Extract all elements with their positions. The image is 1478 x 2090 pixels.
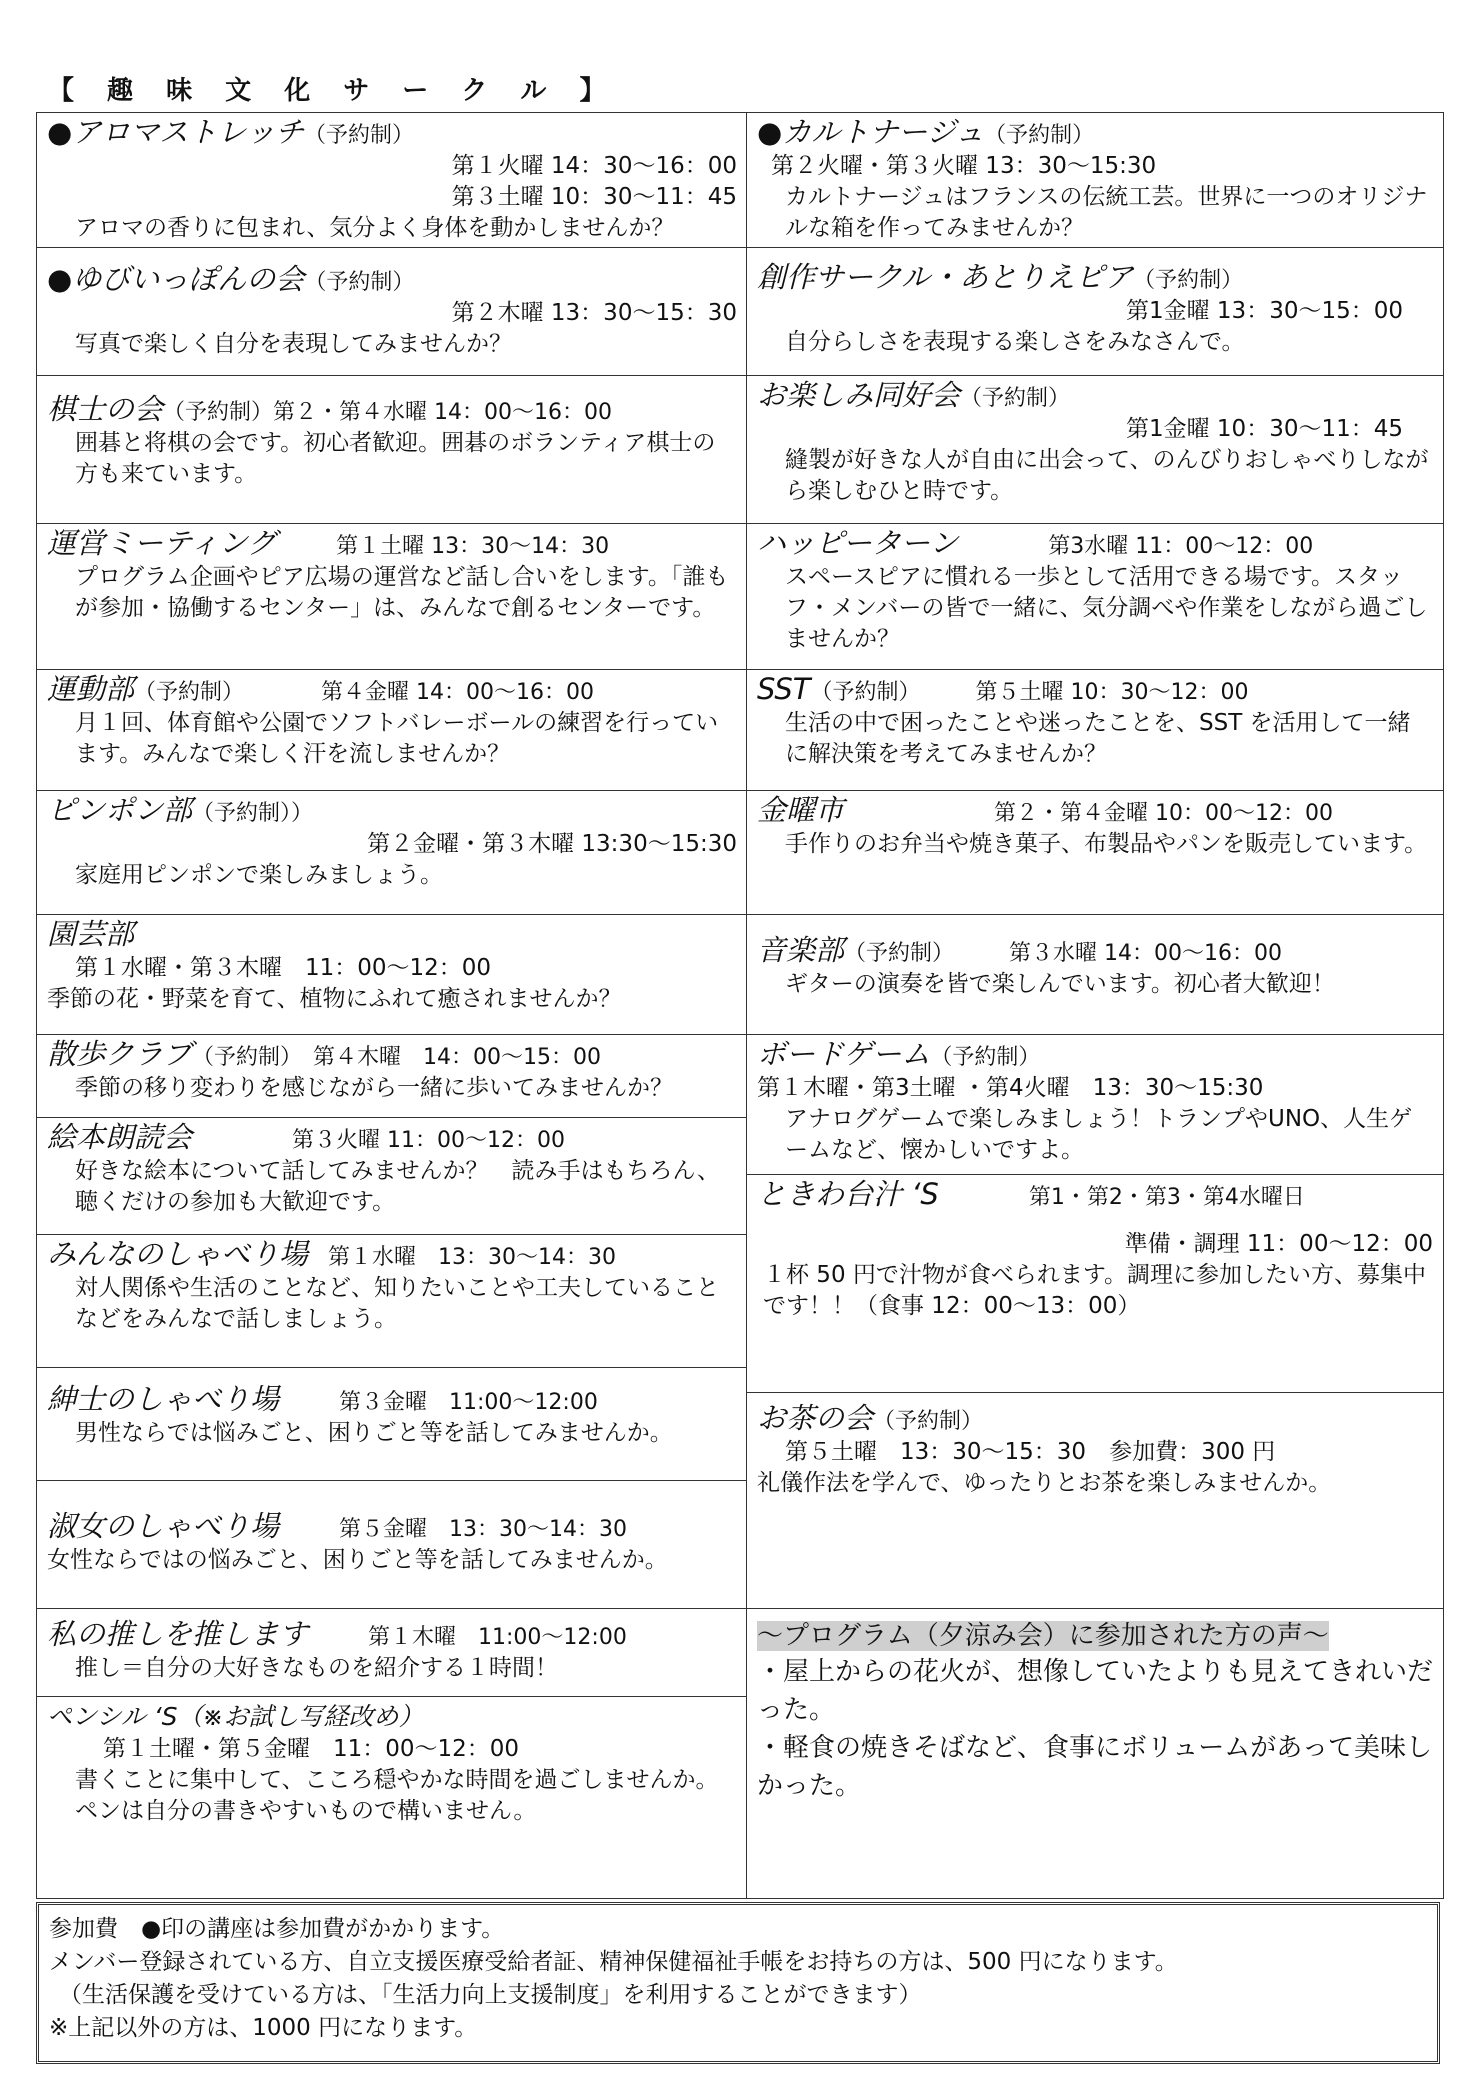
circle-note: 第３金曜 11:00〜12:00 [339,1390,598,1415]
circle-schedule: 第１水曜・第３木曜 11：00〜12：00 [75,955,492,981]
circle-description: 写真で楽しく自分を表現してみませんか？ [75,331,512,357]
circle-note: 第3水曜 11：00〜12：00 [1048,534,1314,559]
circle-yubi [37,248,747,376]
circle-schedule: 第２金曜・第３木曜 13:30〜15:30 [367,831,737,857]
circle-ocha-no-kai [747,1393,1443,1609]
circle-note: 第３火曜 11：00〜12：00 [292,1128,565,1153]
circle-title: ボードゲーム [757,1037,931,1071]
circle-title: ●アロマストレッチ [47,115,305,149]
circle-title: 棋士の会 [47,392,164,426]
circle-description: 月１回、体育館や公園でソフトバレーボールの練習を行っています。みんなで楽しく汗を流しませんか？ [75,710,719,767]
circle-note: （予約制） [960,386,1071,411]
circle-cartonnage [747,113,1443,248]
participant-voices [747,1609,1443,1898]
circle-description: カルトナージュはフランスの伝統工芸。世界に一つのオリジナルな箱を作ってみませんか？ [785,184,1428,241]
circle-minna-shaberiba [37,1235,747,1368]
circle-note: 第２・第４金曜 10：00〜12：00 [994,801,1333,826]
circle-description: 礼儀作法を学んで、ゆったりとお茶を楽しみませんか。 [757,1470,1332,1496]
circle-description: 対人関係や生活のことなど、知りたいことや工夫していることなどをみんなで話しましょう。 [75,1275,719,1332]
circle-pencil-s [37,1697,747,1898]
circle-schedule: 第３土曜 10：30〜11：45 [451,184,737,210]
circle-schedule: 第１火曜 14：30〜16：00 [451,153,737,179]
circle-note: （予約制）第２・第４水曜 14：00〜16：00 [163,400,612,425]
circle-schedule: 第１土曜・第５金曜 11：00〜12：00 [103,1736,520,1762]
circle-schedule: 準備・調理 11：00〜12：00 [1124,1231,1433,1257]
circle-title: 創作サークル・あとりえピア [757,260,1134,294]
circle-note: （予約制）） [192,801,314,826]
circle-title: 絵本朗読会 [47,1120,193,1154]
circle-note: （予約制） 第４金曜 14：00〜16：00 [134,680,594,705]
circle-title: ときわ台汁 ʻS [757,1177,939,1211]
circle-title: 散歩クラブ [47,1037,193,1071]
circle-title: ペンシル ʻS（※お試し写経改め） [47,1702,424,1731]
circle-description: アナログゲームで楽しみましょう！トランプやUNO、人生ゲームなど、懐かしいですよ。 [785,1106,1413,1163]
circle-schedule: 第２火曜・第３火曜 13：30〜15:30 [771,153,1157,179]
circle-note: 第１木曜 11:00〜12:00 [368,1625,627,1650]
circle-title: 運営ミーティング [47,526,277,560]
fee-line: ※上記以外の方は、1000 円になります。 [49,2015,478,2041]
circle-description: １杯 50 円で汁物が食べられます。調理に参加したい方、募集中です！！（食事 12：00〜13：00） [763,1262,1427,1319]
circle-description: 女性ならではの悩みごと、困りごと等を話してみませんか。 [47,1547,668,1573]
circle-description: 自分らしさを表現する楽しさをみなさんで。 [785,329,1245,355]
circle-note: （予約制） [304,270,415,295]
circle-shukujo-shaberiba [37,1481,747,1609]
circle-schedule: 第1金曜 13：30〜15：00 [1125,298,1403,324]
circle-note: （予約制） 第５土曜 10：30〜12：00 [810,680,1249,705]
circle-atorie-pia [747,248,1443,376]
circle-schedule: 第２木曜 13：30〜15：30 [451,300,737,326]
circle-title: 音楽部 [757,933,845,967]
circle-aroma-stretch [37,113,747,248]
circle-title: みんなのしゃべり場 [47,1237,309,1271]
circle-undoubu [37,670,747,791]
circle-description: 季節の花・野菜を育て、植物にふれて癒されませんか？ [47,986,622,1012]
circle-description: 季節の移り変わりを感じながら一緒に歩いてみませんか？ [75,1075,673,1101]
circle-title: 私の推しを推します [47,1617,309,1651]
circle-note: （予約制） [304,123,415,148]
voices-heading: 〜プログラム（夕涼み会）に参加された方の声〜 [757,1621,1329,1651]
circle-description: 手作りのお弁当や焼き菓子、布製品やパンを販売しています。 [785,831,1428,857]
circle-description: 囲碁と将棋の会です。初心者歓迎。囲碁のボランティア棋士の方も来ています。 [75,430,716,487]
circle-note: 第１水曜 13：30〜14：30 [328,1245,616,1270]
circle-note: （予約制） [1133,268,1244,293]
voice-item: ・軽食の焼きそばなど、食事にボリュームがあって美味しかった。 [757,1733,1432,1801]
circle-description: 男性ならでは悩みごと、困りごと等を話してみませんか。 [75,1420,673,1446]
circle-ehon-roudoku [37,1118,747,1235]
circle-description: 生活の中で困ったことや迷ったことを、SST を活用して一緒に解決策を考えてみませんか？ [785,710,1411,767]
circle-note: （予約制） [873,1409,984,1434]
circle-schedule: 第１木曜・第3土曜 ・第4火曜 13：30〜15:30 [757,1075,1264,1101]
circle-note: 第1・第2・第3・第4水曜日 [1028,1185,1305,1210]
circle-description: ギターの演奏を皆で楽しんでいます。初心者大歓迎！ [785,971,1335,997]
fee-notice [36,1902,1440,2064]
circle-title: 運動部 [47,672,135,706]
right-column [746,112,1444,1899]
circle-description: スペースピアに慣れる一歩として活用できる場です。スタッフ・メンバーの皆で一緒に、気分調べや作業をしながら過ごしませんか？ [785,564,1428,652]
voice-item: ・屋上からの花火が、想像していたよりも見えてきれいだった。 [757,1657,1434,1725]
circle-sanpo-club [37,1035,747,1118]
circle-description: 書くことに集中して、こころ穏やかな時間を過ごしませんか。ペンは自分の書きやすいもので構いません。 [75,1767,719,1824]
circle-title: 紳士のしゃべり場 [47,1382,280,1416]
circle-happy-turn [747,524,1443,670]
circle-shinshi-shaberiba [37,1368,747,1481]
circle-description: アロマの香りに包まれ、気分よく身体を動かしませんか？ [75,215,675,241]
circle-note: （予約制） [984,123,1095,148]
circle-description: 好きな絵本について話してみませんか？ 読み手はもちろん、聴くだけの参加も大歓迎です。 [75,1158,720,1215]
circle-board-game [747,1035,1443,1175]
circle-title: 園芸部 [47,917,135,951]
circle-tokiwadai-jiru [747,1175,1443,1393]
circle-title: お茶の会 [757,1401,874,1435]
circle-kishi [37,376,747,524]
circle-title: ●カルトナージュ [757,115,985,149]
circle-description: 縫製が好きな人が自由に出会って、のんびりおしゃべりしながら楽しむひと時です。 [785,447,1429,504]
circle-title: 金曜市 [757,793,845,827]
circle-pingpong [37,791,747,915]
fee-line: メンバー登録されている方、自立支援医療受給者証、精神保健福祉手帳をお持ちの方は、500 円になります。 [49,1949,1178,1975]
circle-schedule: 第1金曜 10：30〜11：45 [1125,416,1403,442]
circle-kinyouichi [747,791,1443,915]
circle-title: ハッピーターン [757,526,959,560]
circle-otanoshimi [747,376,1443,524]
circle-engeibu [37,915,747,1035]
circle-title: お楽しみ同好会 [757,378,961,412]
left-column [36,112,747,1899]
circle-note: （予約制） 第３水曜 14：00〜16：00 [844,941,1282,966]
circle-schedule: 第５土曜 13：30〜15：30 参加費：300 円 [785,1439,1276,1465]
circle-oshi [37,1609,747,1697]
fee-line: 参加費 ●印の講座は参加費がかかります。 [49,1916,505,1942]
circle-unei-meeting [37,524,747,670]
circle-description: 家庭用ピンポンで楽しみましょう。 [75,862,443,888]
circle-title: 淑女のしゃべり場 [47,1509,280,1543]
fee-line: （生活保護を受けている方は、「生活力向上支援制度」を利用することができます） [59,1982,922,2008]
circle-title: ピンポン部 [47,793,193,827]
page-title: 【 趣 味 文 化 サ ー ク ル 】 [48,76,618,106]
circle-title: ●ゆびいっぽんの会 [47,262,305,296]
circle-note: 第５金曜 13：30〜14：30 [339,1517,627,1542]
circle-note: （予約制） [930,1045,1041,1070]
circle-title: SST [757,672,811,706]
circle-sst [747,670,1443,791]
circle-note: 第１土曜 13：30〜14：30 [336,534,610,559]
circle-note: （予約制） 第４木曜 14：00〜15：00 [192,1045,601,1070]
circle-description: プログラム企画やピア広場の運営など話し合いをします。「誰もが参加・協働するセンター」は、みんなで創るセンターです。 [75,564,729,621]
circle-ongakubu [747,915,1443,1035]
circle-description: 推し＝自分の大好きなものを紹介する１時間！ [75,1655,558,1681]
